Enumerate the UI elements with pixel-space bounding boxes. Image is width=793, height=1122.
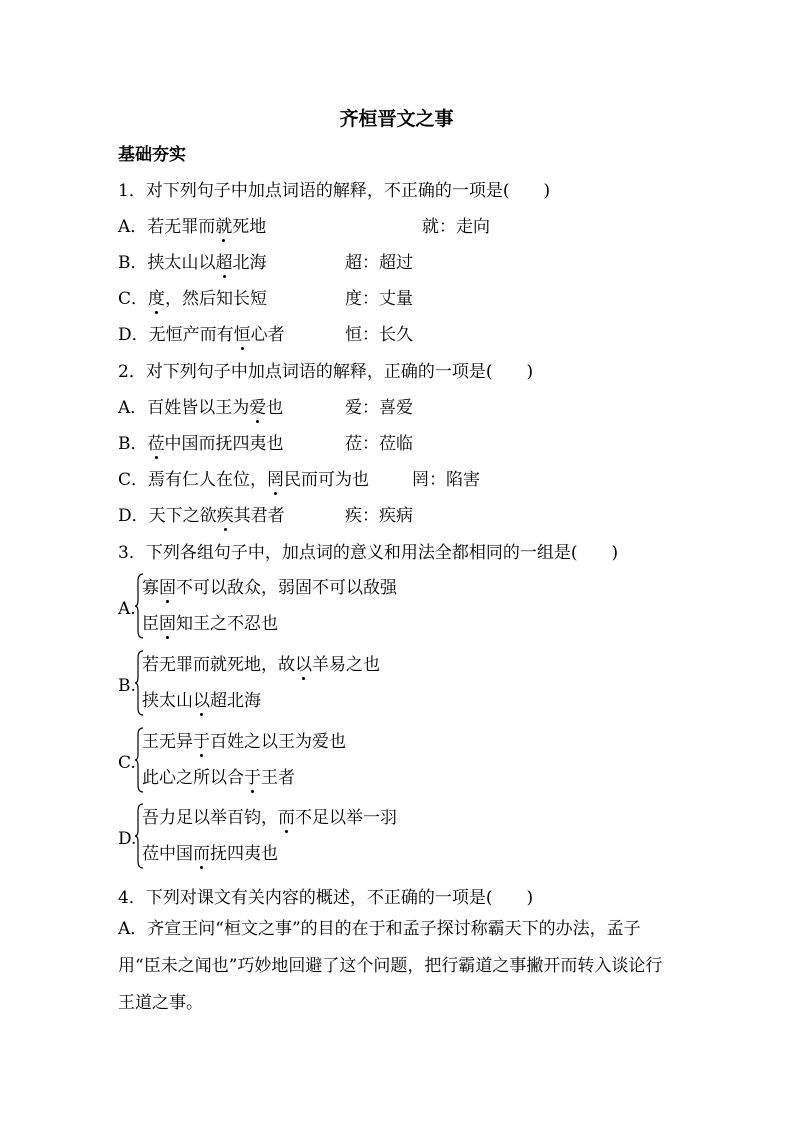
option-label: B.	[118, 676, 136, 696]
q1-option-a: A．若无罪而就死地	[118, 212, 266, 237]
section-heading: 基础夯实	[118, 145, 186, 165]
q3-d-line-2: 莅中国而抚四夷也	[142, 839, 278, 864]
emphasis-dot-word: 于	[244, 763, 261, 788]
q3-option-b	[118, 650, 518, 722]
question-3-stem: 3．下列各组句子中，加点词的意义和用法全都相同的一组是( )	[118, 543, 619, 563]
q3-c-line-1: 王无异于百姓之以王为爱也	[142, 727, 346, 752]
emphasis-dot-word: 以	[295, 650, 312, 675]
q3-option-c	[118, 727, 518, 799]
emphasis-dot-word: 固	[159, 609, 176, 634]
q1-option-b-note: 超：超过	[345, 253, 413, 273]
q2-option-c: C．焉有仁人在位，罔民而可为也	[118, 465, 369, 490]
emphasis-dot-word: 以	[193, 686, 210, 711]
emphasis-dot-word: 而	[278, 803, 295, 828]
q3-c-line-2: 此心之所以合于王者	[142, 763, 295, 788]
question-1-stem: 1．对下列句子中加点词语的解释，不正确的一项是( )	[118, 181, 551, 201]
q2-option-d: D．天下之欲疾其君者	[118, 501, 285, 526]
emphasis-dot-word: 度	[148, 284, 165, 309]
q1-option-c-note: 度：丈量	[345, 289, 413, 309]
q2-option-b: B．莅中国而抚四夷也	[118, 429, 284, 454]
emphasis-dot-word: 疾	[217, 501, 234, 526]
document-title: 齐桓晋文之事	[339, 108, 454, 130]
option-label: C.	[118, 753, 136, 773]
q2-option-a-note: 爱：喜爱	[345, 398, 413, 418]
q3-d-line-1: 吾力足以举百钧，而不足以举一羽	[142, 803, 397, 828]
q3-b-line-1: 若无罪而就死地，故以羊易之也	[142, 650, 380, 675]
q1-option-c: C．度，然后知长短	[118, 284, 267, 309]
q1-option-d: D．无恒产而有恒心者	[118, 320, 285, 345]
emphasis-dot-word: 罔	[267, 465, 284, 490]
q1-option-a-note: 就：走向	[422, 217, 490, 237]
emphasis-dot-word: 就	[215, 212, 232, 237]
q3-option-d	[118, 803, 518, 875]
q2-option-d-note: 疾：疾病	[345, 506, 413, 526]
q3-b-line-2: 挟太山以超北海	[142, 686, 261, 711]
emphasis-dot-word: 于	[193, 727, 210, 752]
q2-option-a: A．百姓皆以王为爱也	[118, 393, 283, 418]
q1-option-b: B．挟太山以超北海	[118, 248, 267, 273]
q3-a-line-2: 臣固知王之不忍也	[142, 609, 278, 634]
q4-option-a: A．齐宣王问“桓文之事”的目的在于和孟子探讨称霸天下的办法，孟子用“臣未之闻也”巧妙地回避了这个问题，把行霸道之事撇开而转入谈论行王道之事。	[118, 919, 663, 1013]
option-label: D.	[118, 829, 137, 849]
question-2-stem: 2．对下列句子中加点词语的解释，正确的一项是( )	[118, 362, 534, 382]
q1-option-d-note: 恒：长久	[345, 325, 413, 345]
emphasis-dot-word: 而	[193, 839, 210, 864]
emphasis-dot-word: 恒	[234, 320, 251, 345]
emphasis-dot-word: 爱	[249, 393, 266, 418]
emphasis-dot-word: 莅	[148, 429, 165, 454]
q3-a-line-1: 寡固不可以敌众，弱固不可以敌强	[142, 573, 397, 598]
q2-option-b-note: 莅：莅临	[345, 434, 413, 454]
option-label: A.	[118, 599, 136, 619]
q2-option-c-note: 罔：陷害	[412, 470, 480, 490]
emphasis-dot-word: 超	[216, 248, 233, 273]
question-4-stem: 4．下列对课文有关内容的概述，不正确的一项是( )	[118, 888, 534, 908]
emphasis-dot-word: 固	[159, 573, 176, 598]
q3-option-a	[118, 573, 518, 645]
